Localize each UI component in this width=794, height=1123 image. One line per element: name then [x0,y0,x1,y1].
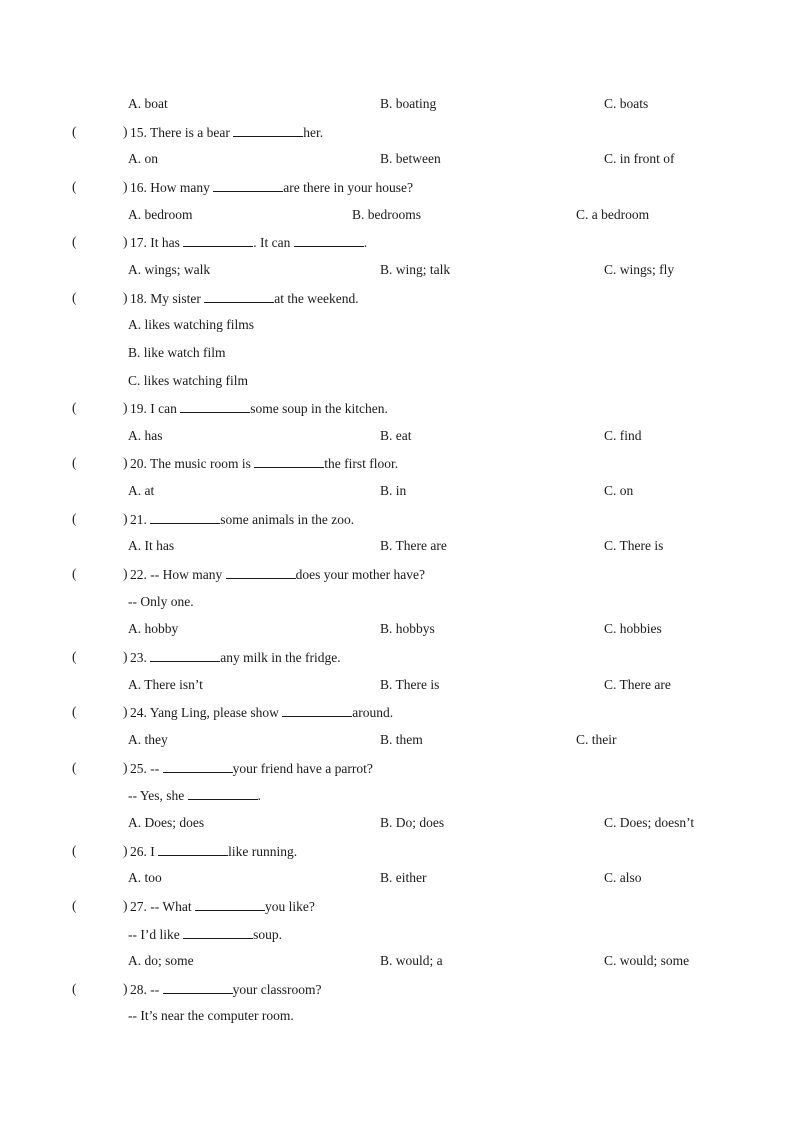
option-b: B. Do; does [380,814,445,830]
answer-paren-close[interactable]: ) [123,759,128,775]
answer-blank[interactable] [213,179,283,192]
question-body: some animals in the zoo. [150,512,354,527]
options-row [0,96,794,116]
question-row [0,760,794,780]
question-row [0,290,794,310]
option-a: A. do; some [128,953,194,969]
option-b: B. There are [380,538,447,554]
sub-line [0,373,794,393]
answer-blank[interactable] [226,566,296,579]
answer-paren-open[interactable]: ( [72,842,77,858]
answer-paren-close[interactable]: ) [123,178,128,194]
answer-blank[interactable] [188,787,258,800]
sub-line [0,787,794,807]
sub-text: B. like watch film [128,344,226,360]
options-row [0,262,794,282]
answer-paren-open[interactable]: ( [72,980,77,996]
question-body: -- your friend have a parrot? [150,760,373,776]
sub-text: A. likes watching films [128,317,254,333]
answer-paren-open[interactable]: ( [72,704,77,720]
option-b: B. between [380,151,441,167]
answer-paren-close[interactable]: ) [123,704,128,720]
answer-blank[interactable] [150,649,220,662]
answer-blank[interactable] [254,455,324,468]
question-text [130,179,413,196]
answer-paren-open[interactable]: ( [72,289,77,305]
options-row [0,732,794,752]
answer-paren-close[interactable]: ) [123,123,128,139]
question-body: Yang Ling, please show around. [149,705,394,721]
question-body: There is a bear her. [150,124,324,140]
answer-blank[interactable] [204,290,274,303]
option-b: B. in [380,483,407,499]
question-number: 27. [130,898,151,914]
question-body: It has . It can . [150,235,368,251]
option-a: A. Does; does [128,814,205,830]
options-row [0,538,794,558]
options-row [0,207,794,227]
option-b: B. them [380,731,423,747]
answer-paren-open[interactable]: ( [72,510,77,526]
answer-blank[interactable] [163,760,233,773]
option-c: C. a bedroom [576,206,650,222]
answer-blank[interactable] [158,843,228,856]
option-b: B. would; a [380,953,443,969]
option-c: C. Does; doesn’t [604,814,695,830]
option-a: A. has [128,427,163,443]
option-b: B. either [380,870,427,886]
question-number: 22. [130,567,151,583]
question-text [130,234,367,251]
sub-line [0,594,794,614]
answer-paren-close[interactable]: ) [123,649,128,664]
question-text [130,649,341,666]
answer-blank[interactable] [195,898,265,911]
question-number: 23. [130,650,151,665]
question-row [0,898,794,918]
question-number: 21. [130,511,151,527]
question-number: 17. [130,235,151,251]
question-number: 18. [130,290,151,306]
question-row [0,843,794,863]
option-c: C. boats [604,96,649,111]
answer-paren-open[interactable]: ( [72,897,77,913]
question-body: -- How many does your mother have? [150,567,425,583]
question-row [0,179,794,199]
option-c: C. on [604,483,634,499]
question-number: 15. [130,124,151,140]
option-a: A. bedroom [128,206,193,222]
question-row [0,704,794,724]
question-body: I like running. [150,843,298,859]
option-a: A. wings; walk [128,261,211,277]
option-b: B. hobbys [380,621,435,637]
answer-paren-close[interactable]: ) [123,234,128,250]
options-row [0,621,794,641]
question-text [130,455,398,472]
option-c: C. wings; fly [604,261,675,277]
option-c: C. There are [604,676,671,692]
options-row [0,677,794,697]
sub-line [0,317,794,337]
sub-text: -- It’s near the computer room. [128,1008,294,1024]
question-body: -- What you like? [150,898,315,914]
question-text [130,760,373,777]
option-c: C. their [576,731,617,747]
question-text [130,566,425,583]
answer-paren-open[interactable]: ( [72,178,77,194]
sub-line [0,926,794,946]
option-c: C. find [604,427,642,443]
answer-blank[interactable] [180,400,250,413]
question-row [0,511,794,531]
answer-blank[interactable] [150,511,220,524]
answer-paren-close[interactable]: ) [123,566,128,582]
answer-blank[interactable] [183,234,253,247]
question-row [0,124,794,144]
option-a: A. There isn’t [128,676,203,692]
answer-paren-open[interactable]: ( [72,566,77,582]
options-row [0,953,794,973]
option-a: A. boat [128,96,168,111]
answer-blank[interactable] [183,926,253,939]
question-body: My sister at the weekend. [150,290,359,306]
sub-line [0,1008,794,1028]
answer-paren-open[interactable]: ( [72,400,77,416]
question-text [130,290,359,307]
answer-blank[interactable] [233,124,303,137]
answer-paren-close[interactable]: ) [123,897,128,913]
options-row [0,483,794,503]
option-a: A. too [128,870,162,886]
question-text [130,981,321,998]
option-a: A. at [128,483,155,499]
question-number: 16. [130,179,151,195]
question-number: 19. [130,401,151,417]
question-body: any milk in the fridge. [150,650,340,665]
question-number: 24. [130,705,150,721]
question-number: 20. [130,456,151,472]
sub-text: C. likes watching film [128,372,248,388]
answer-paren-close[interactable]: ) [123,455,128,471]
question-body: The music room is the first floor. [150,456,399,472]
answer-paren-close[interactable]: ) [123,510,128,526]
sub-line [0,345,794,365]
question-text [130,124,323,141]
options-row [0,815,794,835]
sub-text: -- Only one. [128,593,194,609]
option-a: A. they [128,731,168,747]
option-a: A. hobby [128,621,179,637]
question-row [0,234,794,254]
option-c: C. in front of [604,151,675,167]
question-number: 25. [130,760,151,776]
question-body: -- your classroom? [150,981,322,997]
option-c: C. There is [604,538,664,554]
question-row [0,566,794,586]
question-number: 26. [130,843,151,859]
option-b: B. eat [380,427,412,443]
answer-paren-open[interactable]: ( [72,455,77,471]
question-number: 28. [130,981,151,997]
answer-blank[interactable] [163,981,233,994]
options-row [0,870,794,890]
option-b: B. bedrooms [352,206,421,222]
question-row [0,400,794,420]
answer-blank[interactable] [282,704,352,717]
answer-paren-close[interactable]: ) [123,842,128,858]
answer-paren-close[interactable]: ) [123,400,128,416]
question-text [130,898,315,915]
options-row [0,151,794,171]
answer-paren-open[interactable]: ( [72,123,77,139]
option-c: C. would; some [604,953,690,969]
question-text [130,511,354,528]
option-b: B. There is [380,676,440,692]
sub-text: -- I’d like soup. [128,926,282,942]
options-row [0,428,794,448]
question-body: How many are there in your house? [150,179,413,195]
option-b: B. wing; talk [380,261,451,277]
answer-paren-open[interactable]: ( [72,234,77,250]
question-row [0,981,794,1001]
question-body: I can some soup in the kitchen. [150,401,388,417]
answer-blank[interactable] [294,234,364,247]
option-c: C. hobbies [604,621,662,637]
option-a: A. on [128,151,158,167]
option-c: C. also [604,870,642,886]
question-text [130,704,393,721]
answer-paren-open[interactable]: ( [72,759,77,775]
question-text [130,400,388,417]
question-row [0,649,794,669]
sub-text: -- Yes, she . [128,788,262,804]
option-b: B. boating [380,96,437,111]
answer-paren-close[interactable]: ) [123,289,128,305]
answer-paren-close[interactable]: ) [123,980,128,996]
question-text [130,843,297,860]
question-row [0,455,794,475]
answer-paren-open[interactable]: ( [72,649,77,664]
option-a: A. It has [128,538,175,554]
